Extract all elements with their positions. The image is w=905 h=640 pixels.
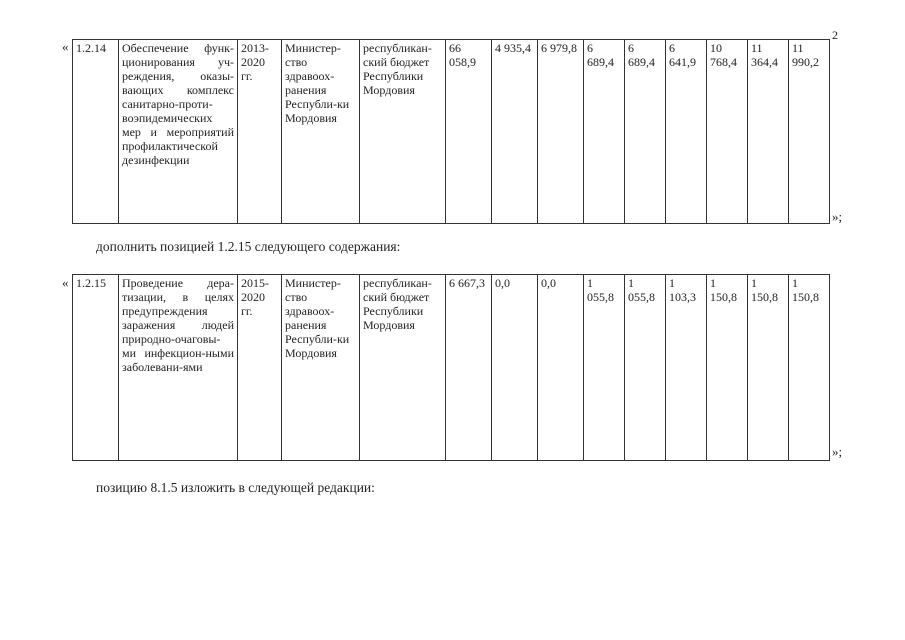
table-row <box>73 40 830 224</box>
close-quote-1: »; <box>832 209 843 224</box>
value-cell-2019: 11 364,4 <box>748 40 789 224</box>
name-cell: Обеспечение функ-ционирования уч-реждения, оказы-вающих комплекс санитарно-проти-воэпидемических мер и мероприятий профилактической дезинфекции <box>119 40 238 224</box>
source-cell: республикан-ский бюджет Республики Мордовия <box>360 275 446 461</box>
table-row <box>73 275 830 461</box>
page-number: 2 <box>832 28 838 42</box>
close-quote-2: »; <box>832 444 843 459</box>
value-cell-total: 6 667,3 <box>446 275 492 461</box>
open-quote-1: « <box>62 39 69 54</box>
value-cell-2015: 0,0 <box>492 275 538 461</box>
value-cell-2020-a: 1 150,8 <box>707 275 748 461</box>
name-cell: Проведение дера-тизации, в целях предупреждения заражения людей природно-очаговы-ми инфекцион-ными заболевани-ями <box>119 275 238 461</box>
code-cell: 1.2.14 <box>73 40 119 224</box>
value-cell-2018: 1 055,8 <box>625 275 666 461</box>
paragraph-add-position: дополнить позицией 1.2.15 следующего содержания: <box>96 239 401 254</box>
value-cell-2016: 6 689,4 <box>625 40 666 224</box>
source-cell: республикан-ский бюджет Республики Мордовия <box>360 40 446 224</box>
executor-cell: Министер-ство здравоох-ранения Республи-ки Мордовия <box>282 40 360 224</box>
value-cell-2013: 4 935,4 <box>492 40 538 224</box>
value-cell-2017: 6 641,9 <box>666 40 707 224</box>
table-position-1-2-14 <box>72 39 830 224</box>
value-cell-2017: 1 055,8 <box>584 275 625 461</box>
paragraph-restate-position: позицию 8.1.5 изложить в следующей редакции: <box>96 480 375 495</box>
value-cell-2020: 11 990,2 <box>789 40 830 224</box>
executor-cell: Министер-ство здравоох-ранения Республи-ки Мордовия <box>282 275 360 461</box>
value-cell-2015: 6 689,4 <box>584 40 625 224</box>
value-cell-2020-b: 1 150,8 <box>748 275 789 461</box>
open-quote-2: « <box>62 275 69 290</box>
period-cell: 2015-2020 гг. <box>238 275 282 461</box>
code-cell: 1.2.15 <box>73 275 119 461</box>
value-cell-total: 66 058,9 <box>446 40 492 224</box>
value-cell-2019: 1 103,3 <box>666 275 707 461</box>
period-cell: 2013-2020 гг. <box>238 40 282 224</box>
value-cell-2020-c: 1 150,8 <box>789 275 830 461</box>
table-position-1-2-15 <box>72 274 830 461</box>
value-cell-2018: 10 768,4 <box>707 40 748 224</box>
value-cell-2016: 0,0 <box>538 275 584 461</box>
value-cell-2014: 6 979,8 <box>538 40 584 224</box>
